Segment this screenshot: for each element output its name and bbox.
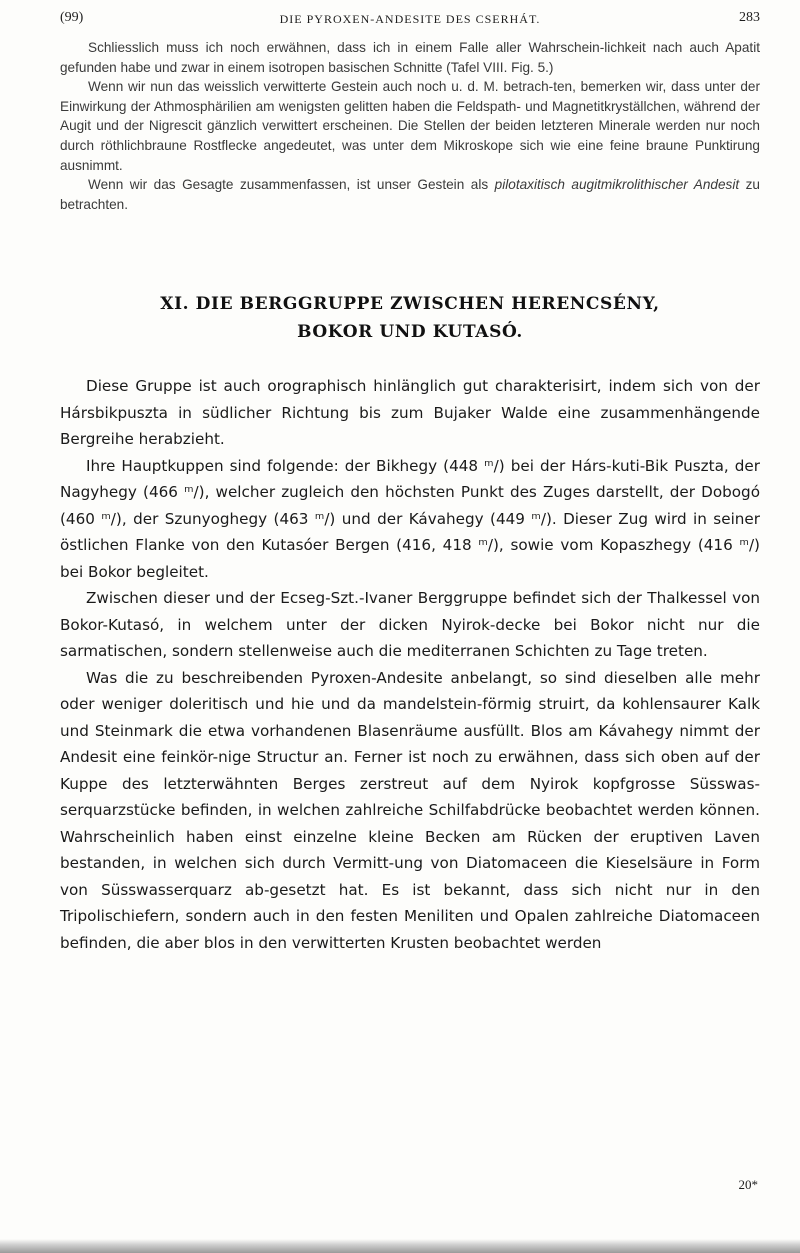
signature-mark: 20*: [738, 1177, 758, 1192]
heading-line-2: BOKOR UND KUTASÓ.: [297, 322, 523, 342]
scan-edge: [0, 1239, 800, 1253]
paragraph: Zwischen dieser und der Ecseg-Szt.-Ivaner Berggruppe befindet sich der Thalkessel von Bokor-Kutasó, in welchem unter der dicken Nyirok-decke bei Bokor nicht nur die sarmatischen, sondern stellenweise auch die mediterranen Schichten zu Tage treten.: [60, 589, 760, 660]
section-body: [60, 373, 760, 956]
page-number-bracketed: (99): [60, 10, 84, 25]
heading-line-1: XI. DIE BERGGRUPPE ZWISCHEN HERENCSÉNY,: [160, 294, 660, 314]
text-run: Wenn wir das Gesagte zusammenfassen, ist unser Gestein als: [88, 177, 495, 193]
italic-term: pilotaxitisch augitmikrolithischer Andesit: [494, 177, 740, 193]
page-header: [60, 10, 760, 32]
paragraph: Schliesslich muss ich noch erwähnen, dass ich in einem Falle aller Wahrschein-lichkeit nach auch Apatit gefunden habe und zwar in einem isotropen basischen Schnitte (Tafel VIII. Fig. 5.): [60, 40, 760, 75]
paragraph: [60, 175, 760, 214]
paragraph: Wenn wir nun das weisslich verwitterte Gestein auch noch u. d. M. betrach-ten, bemerken wir, dass unter der Einwirkung der Athmosphärilien am wenigsten gelitten haben die Feldspath- und Magnetitkryställchen, während der Augit und der Nigrescit gänzlich verwittert erscheinen. Die Stellen der beiden letzteren Minerale werden nur noch durch röthlichbraune Rostflecke angedeutet, was unter dem Mikroskope sich wie eine feine braune Punktirung ausnimmt.: [60, 79, 760, 173]
paragraph: Was die zu beschreibenden Pyroxen-Andesite anbelangt, so sind dieselben alle mehr oder weniger doleritisch und hie und da mandelstein-förmig struirt, da kohlensaurer Kalk und Steinmark die etwa vorhandenen Blasenräume ausfüllt. Blos am Kávahegy nimmt der Andesit eine feinkör-nige Structur an. Ferner ist noch zu erwähnen, dass sich oben auf der Kuppe des letzterwähnten Berges zerstreut auf dem Nyirok kopfgrosse Süsswas-serquarzstücke befinden, in welchen zahlreiche Schilfabdrücke beobachtet werden können. Wahrscheinlich haben einst einzelne kleine Becken am Rücken der eruptiven Laven bestanden, in welchen sich durch Vermitt-ung von Diatomaceen die Kieselsäure in Form von Süsswasserquarz ab-gesetzt hat. Es ist bekannt, dass sich nicht nur in den Tripolischiefern, sondern auch in den festen Meniliten und Opalen zahlreiche Diatomaceen befinden, die aber blos in den verwitterten Krusten beobachtet werden: [60, 668, 760, 952]
text-run: zu betrachten.: [60, 177, 760, 212]
chapter-heading: [60, 290, 760, 346]
page-number: 283: [739, 10, 760, 25]
paragraph: Ihre Hauptkuppen sind folgende: der Bikhegy (448 ᵐ/) bei der Hárs-kuti-Bik Puszta, der Nagyhegy (466 ᵐ/), welcher zugleich den höchsten Punkt des Zuges darstellt, der Dobogó (460 ᵐ/), der Szunyoghegy (463 ᵐ/) und der Kávahegy (449 ᵐ/). Dieser Zug wird in seiner östlichen Flanke von den Kutasóer Bergen (416, 418 ᵐ/), sowie vom Kopaszhegy (416 ᵐ/) bei Bokor begleitet.: [60, 456, 760, 581]
running-title: DIE PYROXEN-ANDESITE DES CSERHÁT.: [279, 12, 541, 26]
paragraph: Diese Gruppe ist auch orographisch hinlänglich gut charakterisirt, indem sich von der Hársbikpuszta in südlicher Richtung bis zum Bujaker Walde eine zusammenhängende Bergreihe herabzieht.: [60, 377, 760, 448]
section-continued: [60, 38, 760, 214]
